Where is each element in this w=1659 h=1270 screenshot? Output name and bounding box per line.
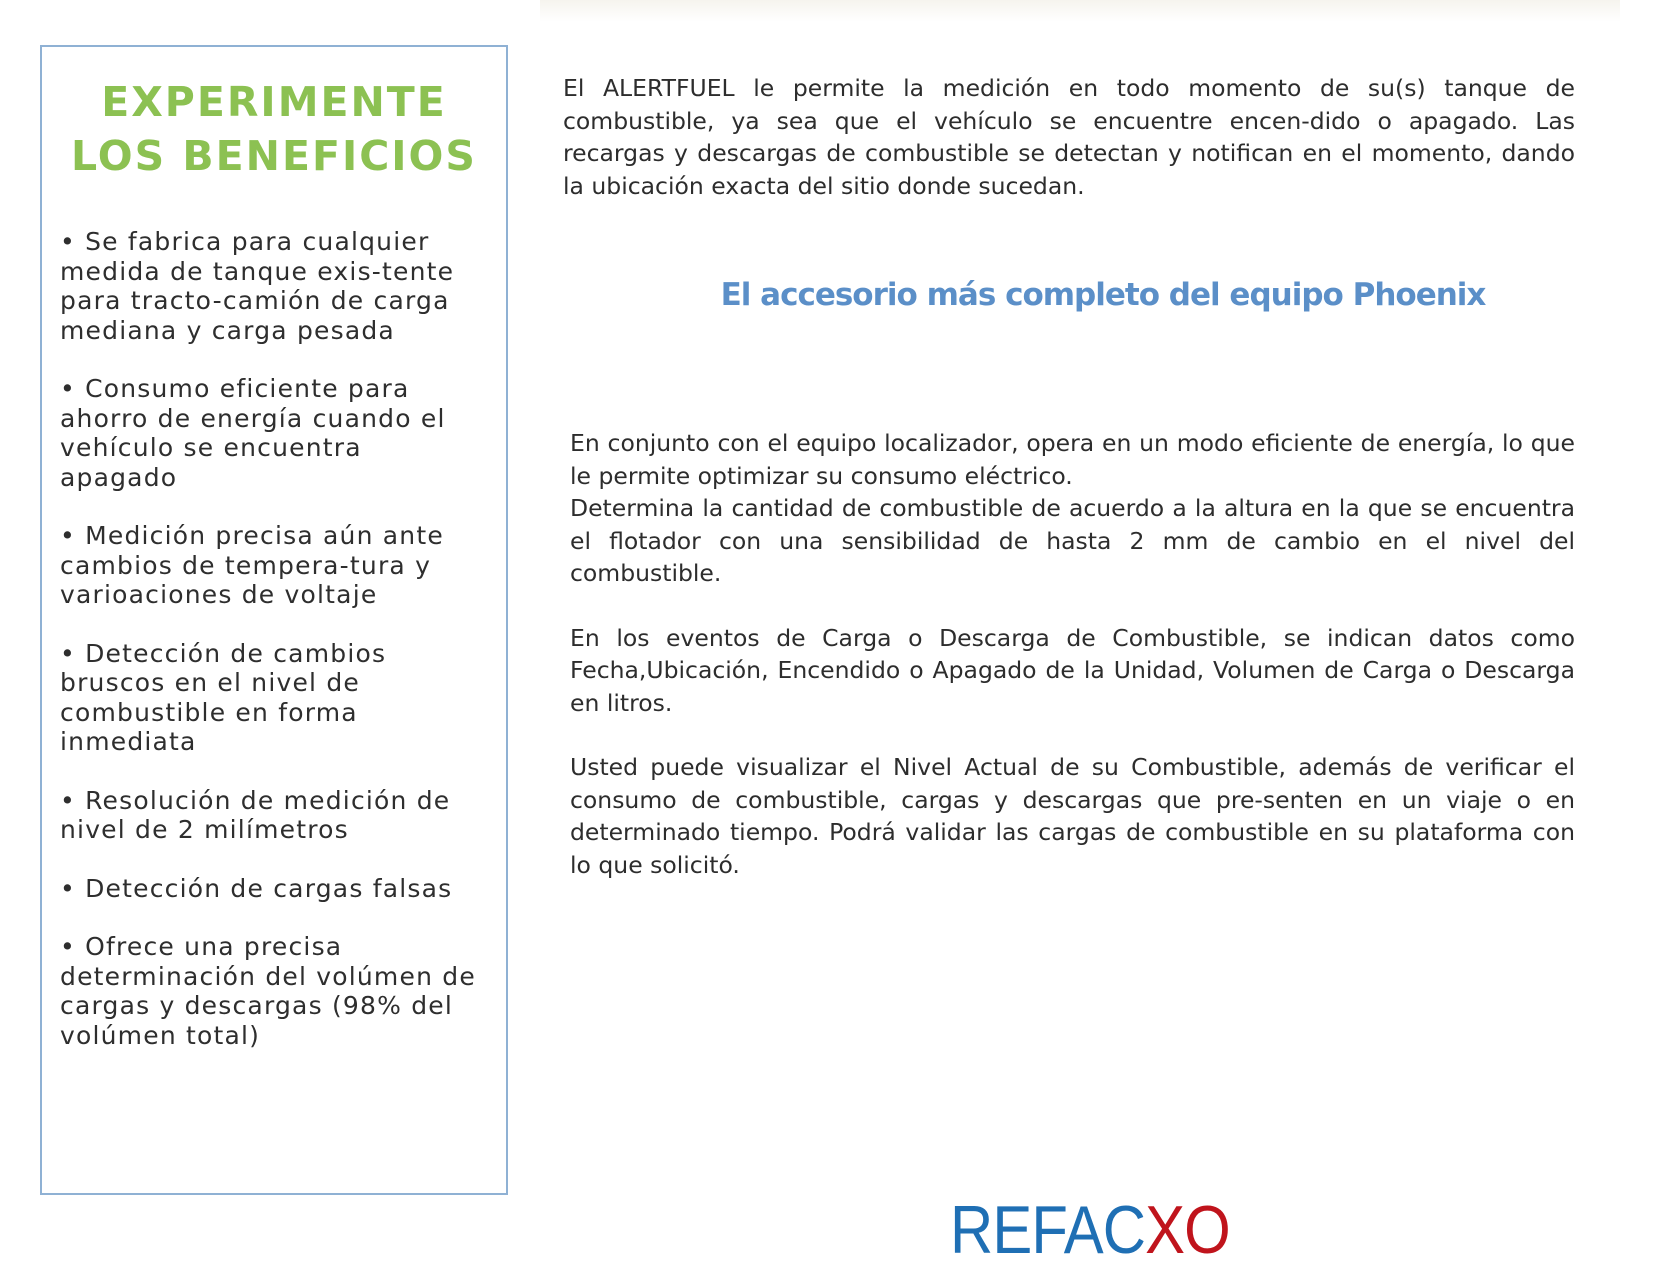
benefit-item: • Detección de cargas falsas	[60, 874, 488, 904]
benefits-title	[60, 75, 488, 183]
description-paragraph: Usted puede visualizar el Nivel Actual de su Combustible, además de verificar el consumo de combustible, cargas y descargas que pre-senten en un viaje o en determinado tiempo. Podrá validar las cargas de combustible en su plataforma con lo que solicitó.	[570, 753, 1575, 879]
intro-paragraph: El ALERTFUEL le permite la medición en todo momento de su(s) tanque de combustible, ya sea que el vehículo se encuentre encen-dido o apagado. Las recargas y descargas de combustible se detectan y notifican en el momento, dando la ubicación exacta del sitio donde sucedan.	[563, 74, 1575, 200]
benefits-list	[60, 227, 488, 1050]
benefit-item: • Detección de cambios bruscos en el nivel de combustible en forma inmediata	[60, 639, 488, 757]
benefit-item: • Consumo eficiente para ahorro de energía cuando el vehículo se encuentra apagado	[60, 374, 488, 492]
description-block	[570, 427, 1575, 881]
logo-part-xo: XO	[1145, 1192, 1230, 1268]
refacxo-logo	[950, 1190, 1230, 1270]
benefits-sidebar	[40, 45, 508, 1195]
benefits-title-line-2: LOS BENEFICIOS	[71, 132, 477, 180]
top-decorative-strip	[540, 0, 1620, 22]
description-paragraph: En conjunto con el equipo localizador, opera en un modo eficiente de energía, lo que le permite optimizar su consumo eléctrico.	[570, 429, 1575, 490]
tagline: El accesorio más completo del equipo Phoenix	[720, 277, 1486, 313]
main-content	[565, 72, 1575, 913]
description-paragraph: En los eventos de Carga o Descarga de Combustible, se indican datos como Fecha,Ubicación, Encendido o Apagado de la Unidad, Volumen de Carga o Descarga en litros.	[570, 623, 1575, 717]
benefit-item: • Resolución de medición de nivel de 2 milímetros	[60, 786, 488, 845]
logo-part-refac: REFAC	[950, 1192, 1146, 1268]
description-paragraph: Determina la cantidad de combustible de acuerdo a la altura en la que se encuentra el flotador con una sensibilidad de hasta 2 mm de cambio en el nivel del combustible.	[570, 494, 1575, 587]
benefit-item: • Ofrece una precisa determinación del volúmen de cargas y descargas (98% del volúmen total)	[60, 932, 488, 1050]
benefits-title-line-1: EXPERIMENTE	[101, 78, 447, 126]
benefit-item: • Se fabrica para cualquier medida de tanque exis-tente para tracto-camión de carga mediana y carga pesada	[60, 227, 488, 345]
benefit-item: • Medición precisa aún ante cambios de tempera-tura y varioaciones de voltaje	[60, 521, 488, 610]
